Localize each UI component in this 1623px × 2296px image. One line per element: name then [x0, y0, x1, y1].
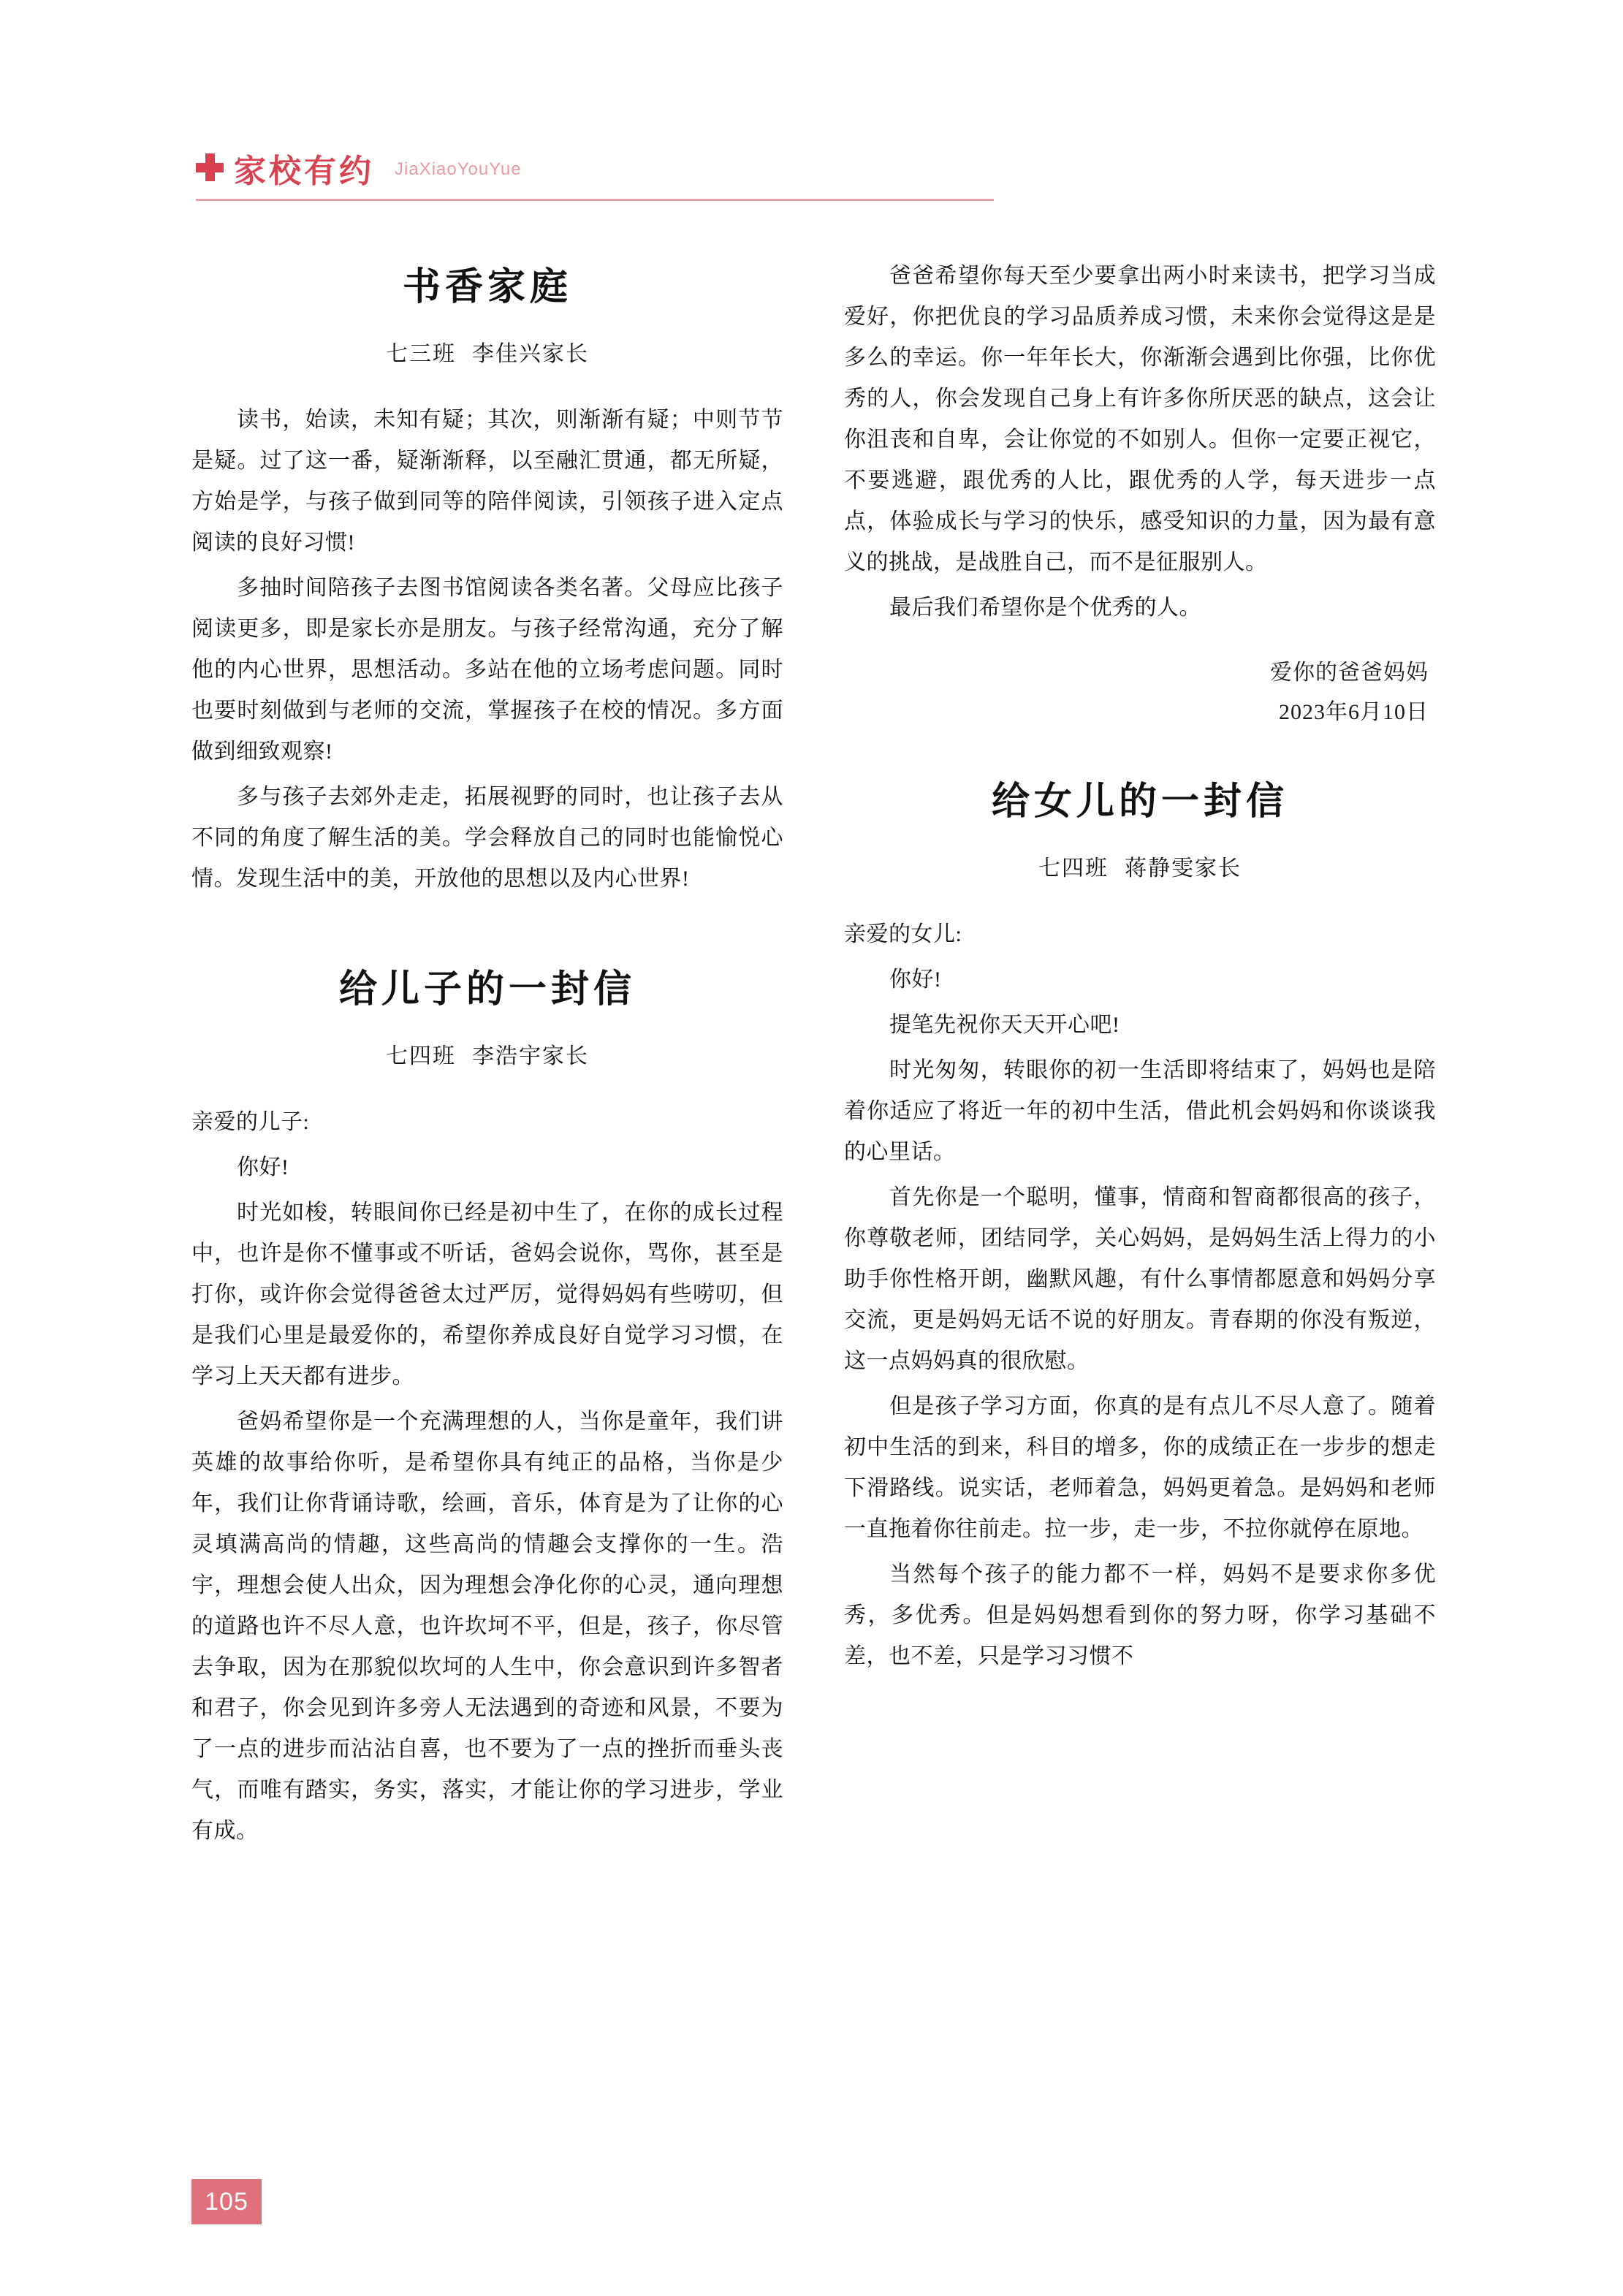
paragraph: 时光匆匆，转眼你的初一生活即将结束了，妈妈也是陪着你适应了将近一年的初中生活，借此机会妈妈和你谈谈我的心里话。: [844, 1058, 1436, 1164]
paragraph: 首先你是一个聪明，懂事，情商和智商都很高的孩子，你尊敬老师，团结同学，关心妈妈，是妈妈生活上得力的小助手你性格开朗，幽默风趣，有什么事情都愿意和妈妈分享交流，更是妈妈无话不说的好朋友。青春期的你没有叛逆，这一点妈妈真的很欣慰。: [844, 1185, 1436, 1373]
byline-class: 七四班: [1038, 856, 1109, 881]
column-right: [844, 256, 1436, 1681]
section-title: 家校有约: [234, 153, 374, 189]
paragraph: 当然每个孩子的能力都不一样，妈妈不是要求你多优秀，多优秀。但是妈妈想看到你的努力呀，你学习基础不差，也不差，只是学习习惯不: [844, 1562, 1436, 1668]
section-header: [196, 143, 1000, 206]
paragraph: 爸爸希望你每天至少要拿出两小时来读书，把学习当成爱好，你把优良的学习品质养成习惯，未来你会觉得这是是多么的幸运。你一年年长大，你渐渐会遇到比你强，比你优秀的人，你会发现自己身上有许多你所厌恶的缺点，这会让你沮丧和自卑，会让你觉的不如别人。但你一定要正视它，不要逃避，跟优秀的人比，跟优秀的人学，每天进步一点点，体验成长与学习的快乐，感受知识的力量，因为最有意义的挑战，是战胜自己，而不是征服别人。: [844, 264, 1436, 574]
paragraph: 多抽时间陪孩子去图书馆阅读各类名著。父母应比孩子阅读更多，即是家长亦是朋友。与孩子经常沟通，充分了解他的内心世界，思想活动。多站在他的立场考虑问题。同时也要时刻做到与老师的交流，掌握孩子在校的情况。多方面做到细致观察!: [191, 576, 783, 764]
article-title: 给儿子的一封信: [338, 969, 636, 1011]
header-divider: [196, 199, 994, 201]
paragraph: 读书，始读，未知有疑；其次，则渐渐有疑；中则节节是疑。过了这一番，疑渐渐释，以至融汇贯通，都无所疑，方始是学，与孩子做到同等的陪伴阅读，引领孩子进入定点阅读的良好习惯!: [191, 408, 783, 555]
page-number: 105: [191, 2179, 262, 2224]
greeting: 你好!: [237, 1155, 289, 1179]
article-byline: [191, 1038, 783, 1070]
article-byline: [844, 850, 1436, 882]
article-byline: [191, 335, 783, 368]
section-title-pinyin: JiaXiaoYouYue: [395, 159, 522, 179]
byline-author: 蒋静雯家长: [1125, 856, 1242, 881]
column-left: [191, 256, 783, 1856]
article-shuxiang-jiating: [191, 256, 783, 900]
paragraph: 时光如梭，转眼间你已经是初中生了，在你的成长过程中，也许是你不懂事或不听话，爸妈会说你，骂你，甚至是打你，或许你会觉得爸爸太过严厉，觉得妈妈有些唠叨，但是我们心里是最爱你的，希望你养成良好自觉学习习惯，在学习上天天都有进步。: [191, 1201, 783, 1388]
byline-author: 李浩宇家长: [472, 1044, 589, 1068]
byline-class: 七三班: [386, 342, 456, 366]
article-gei-nver-de-yifengxin: [844, 770, 1436, 1677]
paragraph: 但是孩子学习方面，你真的是有点儿不尽人意了。随着初中生活的到来，科目的增多，你的成绩正在一步步的想走下滑路线。说实话，老师着急，妈妈更着急。是妈妈和老师一直拖着你往前走。拉一步，走一步，不拉你就停在原地。: [844, 1394, 1436, 1541]
signature-date: 2023年6月10日: [1279, 700, 1429, 724]
byline-author: 李佳兴家长: [472, 342, 589, 366]
greeting-secondary: 提笔先祝你天天开心吧!: [889, 1013, 1120, 1037]
byline-class: 七四班: [386, 1044, 456, 1068]
salutation: 亲爱的女儿:: [844, 922, 962, 946]
signature-from: 爱你的爸爸妈妈: [1270, 661, 1429, 685]
article-signature: [844, 653, 1436, 732]
article-title: 给女儿的一封信: [991, 781, 1288, 823]
cross-mark-icon: [196, 153, 224, 181]
article-title: 书香家庭: [402, 267, 572, 308]
greeting: 你好!: [889, 968, 942, 992]
article-gei-erzi-de-yifengxin: [191, 958, 783, 1852]
paragraph: 爸妈希望你是一个充满理想的人，当你是童年，我们讲英雄的故事给你听，是希望你具有纯正的品格，当你是少年，我们让你背诵诗歌，绘画，音乐，体育是为了让你的心灵填满高尚的情趣，这些高尚的情趣会支撑你的一生。浩宇，理想会使人出众，因为理想会净化你的心灵，通向理想的道路也许不尽人意，也许坎坷不平，但是，孩子，你尽管去争取，因为在那貌似坎坷的人生中，你会意识到许多智者和君子，你会见到许多旁人无法遇到的奇迹和风景，不要为了一点的进步而沾沾自喜，也不要为了一点的挫折而垂头丧气，而唯有踏实，务实，落实，才能让你的学习进步，学业有成。: [191, 1410, 783, 1843]
salutation: 亲爱的儿子:: [191, 1110, 310, 1134]
paragraph: 最后我们希望你是个优秀的人。: [889, 596, 1201, 620]
paragraph: 多与孩子去郊外走走，拓展视野的同时，也让孩子去从不同的角度了解生活的美。学会释放自己的同时也能愉悦心情。发现生活中的美，开放他的思想以及内心世界!: [191, 785, 783, 891]
article-gei-erzi-continued: [844, 256, 1436, 732]
